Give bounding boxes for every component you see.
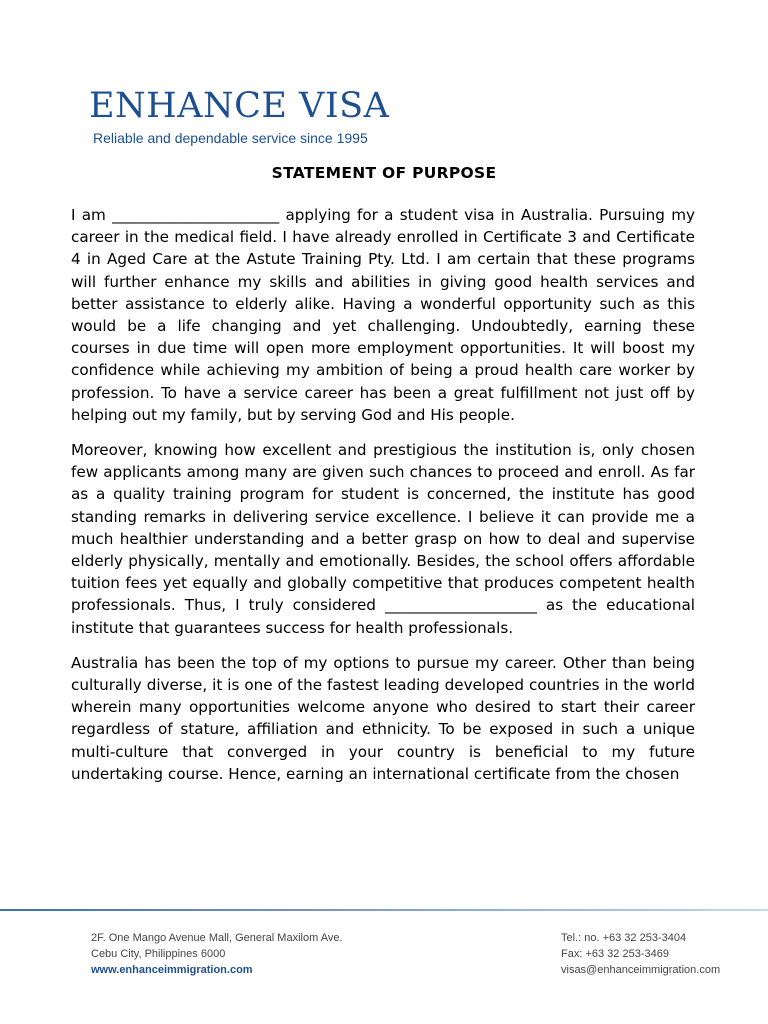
document-body — [71, 204, 695, 798]
address-line-2: Cebu City, Philippines 6000 — [91, 948, 226, 960]
website-link[interactable]: www.enhanceimmigration.com — [91, 964, 253, 976]
document-title: STATEMENT OF PURPOSE — [271, 164, 497, 182]
brand-tagline: Reliable and dependable service since 1995 — [93, 130, 368, 146]
brand-logo: ENHANCE VISA — [89, 86, 390, 126]
paragraph-1: I am ______________________ applying for a student visa in Australia. Pursuing my career in the medical field. I have already enrolled in Certificate 3 and Certificate 4 in Aged Care at the Astute Training Pty. Ltd. I am certain that these programs will further enhance my skills and abilities in giving good health services and better assistance to elderly alike. Having a wonderful opportunity such as this would be a life changing and yet challenging. Undoubtedly, earning these courses in due time will open more employment opportunities. It will boost my confidence while achieving my ambition of being a proud health care worker by profession. To have a service career has been a great fulfillment not just off by helping out my family, but by serving God and His people. — [71, 206, 695, 424]
address-line-1: 2F. One Mango Avenue Mall, General Maxilom Ave. — [91, 932, 343, 944]
footer-contact — [561, 930, 720, 978]
footer-divider — [0, 909, 768, 911]
paragraph-3: Australia has been the top of my options to pursue my career. Other than being culturally diverse, it is one of the fastest leading developed countries in the world wherein many opportunities welcome anyone who desired to start their career regardless of stature, affiliation and ethnicity. To be exposed in such a unique multi-culture that converged in your country is beneficial to my future undertaking course. Hence, earning an international certificate from the chosen — [71, 653, 695, 783]
telephone: Tel.: no. +63 32 253-3404 — [561, 932, 687, 944]
email-link[interactable]: visas@enhanceimmigration.com — [561, 964, 721, 976]
footer-address — [91, 930, 343, 978]
fax: Fax: +63 32 253-3469 — [561, 948, 669, 960]
paragraph-2: Moreover, knowing how excellent and prestigious the institution is, only chosen few applicants among many are given such chances to proceed and enroll. As far as a quality training program for student is concerned, the institute has good standing remarks in delivering service excellence. I believe it can provide me a much healthier understanding and a better grasp on how to deal and supervise elderly physically, mentally and emotionally. Besides, the school offers affordable tuition fees yet equally and globally competitive that produces competent health professionals. Thus, I truly considered ____________________ as the educational institute that guarantees success for health professionals. — [71, 441, 695, 637]
